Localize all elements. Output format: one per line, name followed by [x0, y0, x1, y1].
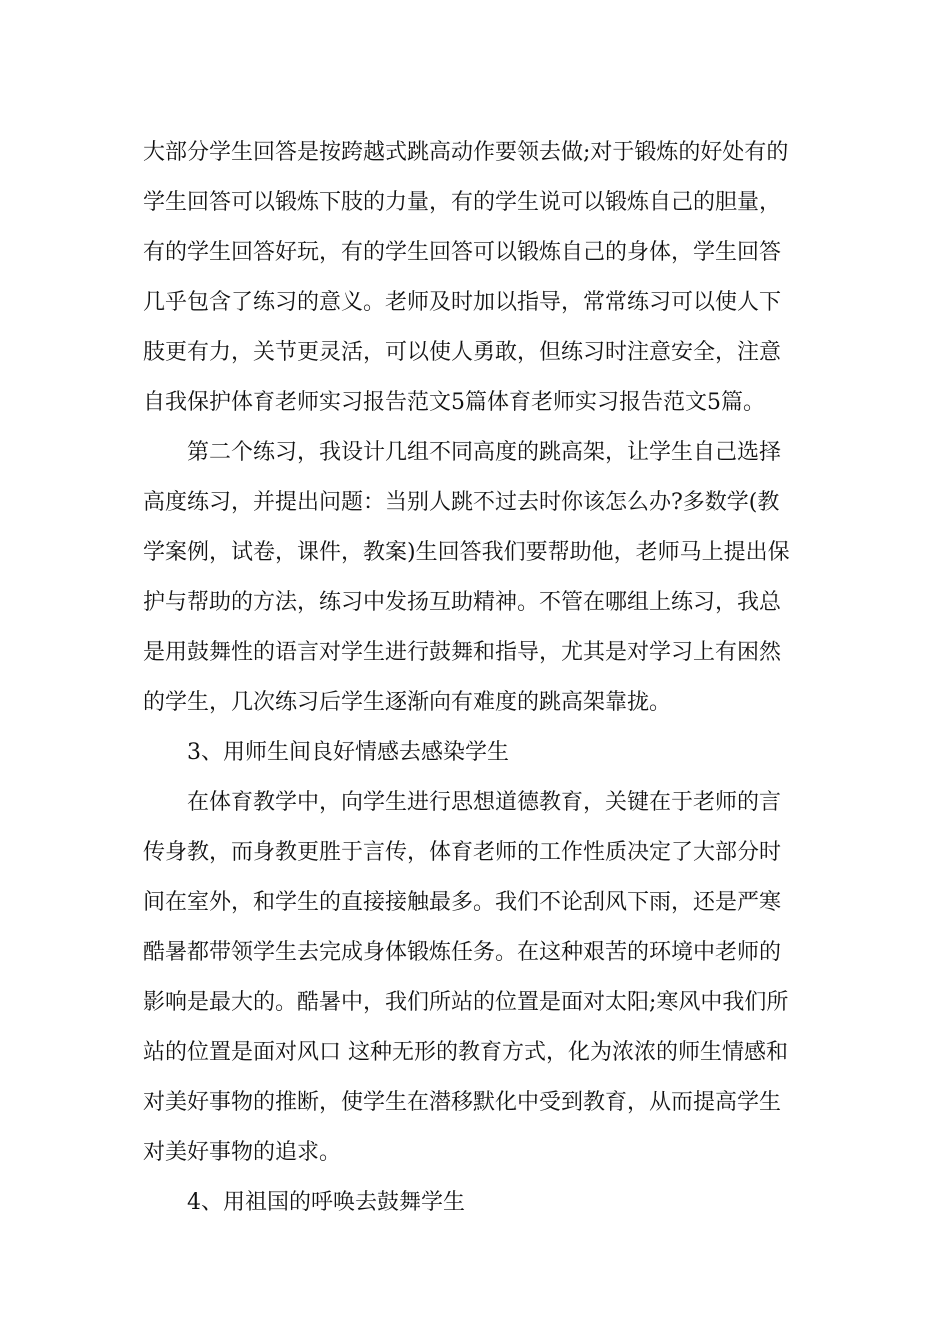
text-line: 对美好事物的推断，使学生在潜移默化中受到教育，从而提高学生: [143, 1090, 782, 1115]
text-line: 3、用师生间良好情感去感染学生: [187, 740, 509, 765]
text-line: 学案例，试卷，课件，教案)生回答我们要帮助他，老师马上提出保: [143, 540, 790, 565]
text-line: 4、用祖国的呼唤去鼓舞学生: [187, 1190, 465, 1215]
paragraph-1: [143, 128, 807, 428]
text-line: 的学生，几次练习后学生逐渐向有难度的跳高架靠拢。: [143, 690, 672, 715]
text-line: 在体育教学中，向学生进行思想道德教育，关键在于老师的言: [187, 790, 782, 815]
text-line: 影响是最大的。酷暑中，我们所站的位置是面对太阳;寒风中我们所: [143, 990, 789, 1015]
text-line: 学生回答可以锻炼下肢的力量，有的学生说可以锻炼自己的胆量，: [143, 190, 782, 215]
text-line: 站的位置是面对风口 这种无形的教育方式，化为浓浓的师生情感和: [143, 1040, 788, 1065]
section-heading-4: [143, 1178, 807, 1228]
text-line: 高度练习，并提出问题：当别人跳不过去时你该怎么办?多数学(教: [143, 490, 780, 515]
text-line: 对美好事物的追求。: [143, 1140, 342, 1165]
text-line: 护与帮助的方法，练习中发扬互助精神。不管在哪组上练习，我总: [143, 590, 782, 615]
text-line: 是用鼓舞性的语言对学生进行鼓舞和指导，尤其是对学习上有困然: [143, 640, 782, 665]
text-line: 大部分学生回答是按跨越式跳高动作要领去做;对于锻炼的好处有的: [143, 140, 789, 165]
text-line: 几乎包含了练习的意义。老师及时加以指导，常常练习可以使人下: [143, 290, 782, 315]
section-heading-3: [143, 728, 807, 778]
text-line: 肢更有力，关节更灵活，可以使人勇敢，但练习时注意安全，注意: [143, 340, 782, 365]
text-line: 有的学生回答好玩，有的学生回答可以锻炼自己的身体，学生回答: [143, 240, 782, 265]
text-line: 间在室外，和学生的直接接触最多。我们不论刮风下雨，还是严寒: [143, 890, 782, 915]
paragraph-2: [143, 428, 807, 728]
paragraph-3: [143, 778, 807, 1178]
text-line: 酷暑都带领学生去完成身体锻炼任务。在这种艰苦的环境中老师的: [143, 940, 782, 965]
text-line: 第二个练习，我设计几组不同高度的跳高架，让学生自己选择: [187, 440, 782, 465]
text-line: 自我保护体育老师实习报告范文5篇体育老师实习报告范文5篇。: [143, 390, 765, 415]
text-line: 传身教，而身教更胜于言传，体育老师的工作性质决定了大部分时: [143, 840, 782, 865]
document-body: [143, 128, 807, 1228]
